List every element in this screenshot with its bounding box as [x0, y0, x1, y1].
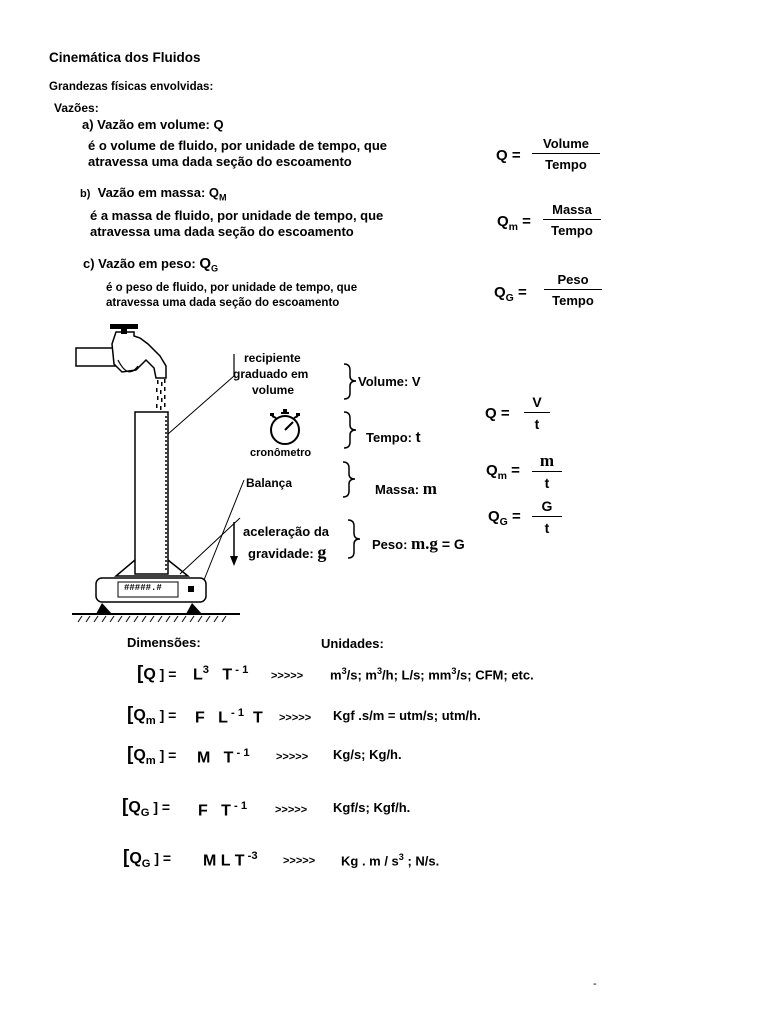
label-massa: Massa: m: [375, 479, 437, 498]
item-a-desc-line2: atravessa uma dada seção do escoamento: [88, 154, 352, 169]
formula-qm-num: m: [532, 452, 562, 472]
row3-lhs: [$Q_m$ ] =: [127, 744, 177, 768]
item-a-desc-line1: é o volume de fluido, por unidade de tempo, que: [88, 138, 388, 153]
formula-qg-den: t: [544, 520, 550, 536]
label-volume: Volume: V: [358, 374, 421, 389]
label-balanca: Balança: [246, 476, 293, 490]
label-recipiente-line3: volume: [252, 383, 295, 397]
label-aceleracao-line2: gravidade: g: [248, 542, 327, 562]
item-c-desc-line1: é o peso de fluido, por unidade de tempo, que: [106, 282, 358, 294]
row5-dims: M L T $^{-3}$: [203, 850, 258, 870]
page-title: Cinemática dos Fluidos: [49, 50, 201, 65]
label-recipiente-line2: graduado em: [233, 367, 309, 381]
item-b-heading: b) Vazão em massa: $Q_M$: [80, 185, 227, 203]
row1-units: $m^3/s$; $m^3/h$; L/s; $mm^3/s$; CFM; etc.: [330, 666, 534, 683]
row4-units: Kgf/s; Kgf/h.: [333, 800, 411, 815]
formula-qm-lhs: $Q_m$ =: [486, 462, 520, 482]
scale-display-text: #####.#: [124, 583, 162, 593]
water-stream: [156, 379, 166, 416]
row2-lhs: [$Q_m$ ] =: [127, 704, 177, 728]
footer-mark: -: [593, 978, 597, 990]
item-c-heading: c) Vazão em peso: $Q_G$: [83, 255, 219, 274]
item-b-denominator: Tempo: [551, 223, 593, 238]
brace-icons: [343, 364, 360, 558]
item-b-desc-line2: atravessa uma dada seção do escoamento: [90, 224, 354, 239]
row1-arrows: >>>>>: [271, 670, 304, 682]
row3-arrows: >>>>>: [276, 751, 309, 763]
stopwatch-icon: [271, 413, 299, 444]
label-peso: Peso: m.g = G: [372, 534, 465, 553]
row1-dims: $L^3$ T $^{- 1}$: [193, 664, 249, 684]
item-c-numerator: Peso: [544, 272, 602, 290]
item-b-desc-line1: é a massa de fluido, por unidade de tempo, que: [90, 208, 384, 223]
row5-units: Kg . m / $s^3$ ; N/s.: [341, 852, 440, 869]
formula-qm-fraction: [532, 452, 562, 491]
formula-q-lhs: Q =: [485, 405, 510, 422]
row2-arrows: >>>>>: [279, 712, 312, 724]
item-b-formula-lhs: $Q_m$ =: [497, 213, 531, 233]
row2-units: Kgf .s/m = utm/s; utm/h.: [333, 708, 481, 723]
label-recipiente-line1: recipiente: [244, 351, 301, 365]
faucet-pipe: [76, 348, 118, 366]
label-cronometro: cronômetro: [250, 447, 312, 459]
ground-hatching: [78, 616, 226, 622]
formula-q-num: V: [524, 394, 550, 413]
formula-qg-num: G: [532, 498, 562, 517]
item-c-denominator: Tempo: [552, 293, 594, 308]
item-a-heading: a) Vazão em volume: Q: [82, 117, 224, 132]
formula-q-den: t: [534, 416, 540, 432]
formula-qg-fraction: [532, 498, 562, 536]
row3-dims: M T $^{- 1}$: [197, 747, 250, 767]
vazoes-label: Vazões:: [54, 101, 99, 115]
row2-dims: F L $^{- 1}$ T: [195, 707, 263, 727]
dimensoes-label: Dimensões:: [127, 635, 201, 650]
item-c-desc-line2: atravessa uma dada seção do escoamento: [106, 297, 340, 309]
formula-q-fraction: [524, 394, 550, 432]
row5-arrows: >>>>>: [283, 855, 316, 867]
row4-lhs: [$Q_G$ ] =: [122, 796, 171, 820]
formula-qm-den: t: [544, 475, 550, 491]
row1-lhs: [Q ] =: [137, 663, 177, 684]
item-a-formula-lhs: Q =: [496, 147, 521, 164]
item-a-denominator: Tempo: [545, 157, 587, 172]
row4-dims: F T $^{- 1}$: [198, 800, 248, 820]
item-b-numerator: Massa: [543, 202, 601, 220]
row5-lhs: [$Q_G$ ] =: [123, 847, 172, 871]
unidades-label: Unidades:: [321, 636, 384, 651]
faucet-body: [112, 332, 166, 378]
item-c-formula-lhs: $Q_G$ =: [494, 284, 527, 304]
row4-arrows: >>>>>: [275, 804, 308, 816]
row3-units: Kg/s; Kg/h.: [333, 747, 402, 762]
label-tempo: Tempo: t: [366, 429, 421, 446]
section-subtitle: Grandezas físicas envolvidas:: [49, 81, 214, 93]
label-aceleracao-line1: aceleração da: [243, 524, 330, 539]
formula-qg-lhs: $Q_G$ =: [488, 508, 521, 528]
item-a-numerator: Volume: [532, 136, 600, 154]
graduated-cylinder: [135, 412, 168, 574]
